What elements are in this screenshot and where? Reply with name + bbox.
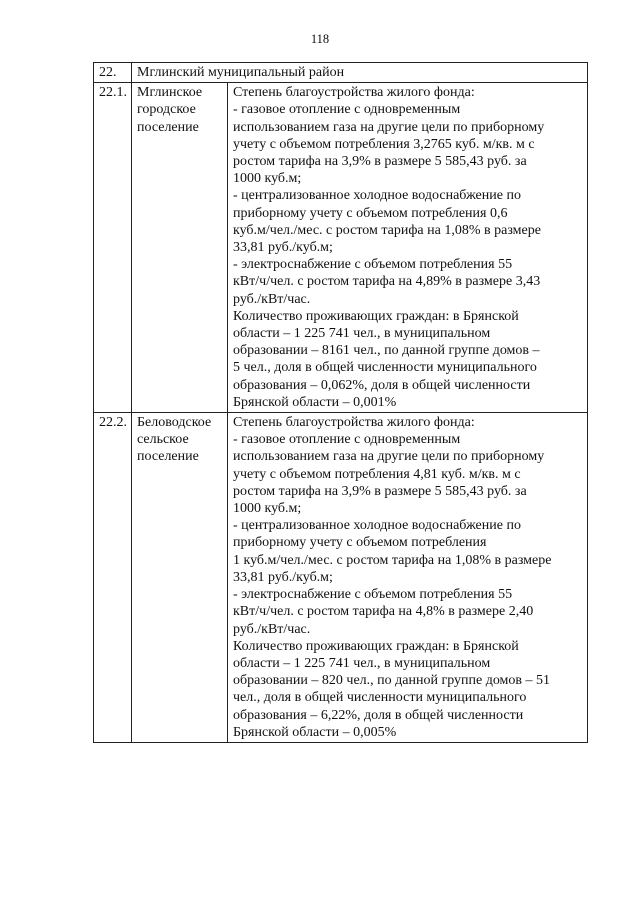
- text-line: 33,81 руб./куб.м;: [233, 240, 333, 256]
- text-line: - газовое отопление с одновременным: [233, 102, 461, 118]
- text-line: чел., доля в общей численности муниципального: [233, 690, 527, 706]
- text-line: поселение: [137, 119, 199, 135]
- text-line: - централизованное холодное водоснабжение по: [233, 518, 521, 534]
- text-line: - газовое отопление с одновременным: [233, 432, 461, 448]
- text-line: Мглинское: [137, 85, 203, 101]
- text-line: 1 куб.м/чел./мес. с ростом тарифа на 1,08% в размере: [233, 552, 552, 568]
- text-line: образования – 6,22%, доля в общей численности: [233, 707, 524, 723]
- text-line: использованием газа на другие цели по приборному: [233, 449, 545, 465]
- section-title: Мглинский муниципальный район: [132, 63, 588, 83]
- text-line: Беловодское: [137, 415, 212, 431]
- settlement-name-cell: [132, 413, 228, 743]
- text-line: образовании – 820 чел., по данной группе домов – 51: [233, 673, 551, 689]
- text-line: - централизованное холодное водоснабжение по: [233, 188, 521, 204]
- settlement-name-cell: [132, 83, 228, 413]
- description-cell: [228, 413, 588, 743]
- text-line: сельское: [137, 432, 189, 448]
- text-line: 5 чел., доля в общей численности муниципального: [233, 360, 537, 376]
- text-line: образования – 0,062%, доля в общей численности: [233, 377, 531, 393]
- section-number: 22.: [94, 63, 132, 83]
- text-line: кВт/ч/чел. с ростом тарифа на 4,8% в размере 2,40: [233, 604, 534, 620]
- text-line: ростом тарифа на 3,9% в размере 5 585,43 руб. за: [233, 483, 527, 499]
- document-table: [93, 62, 588, 743]
- description-cell: [228, 83, 588, 413]
- text-line: руб./кВт/час.: [233, 291, 311, 307]
- text-line: 1000 куб.м;: [233, 171, 302, 187]
- text-line: 1000 куб.м;: [233, 501, 302, 517]
- text-line: использованием газа на другие цели по приборному: [233, 119, 545, 135]
- text-line: руб./кВт/час.: [233, 621, 311, 637]
- row-number: 22.2.: [94, 413, 132, 743]
- text-line: Брянской области – 0,001%: [233, 394, 397, 410]
- text-line: приборному учету с объемом потребления: [233, 535, 487, 551]
- table-row: [94, 83, 588, 413]
- text-line: области – 1 225 741 чел., в муниципальном: [233, 326, 491, 342]
- text-line: - электроснабжение с объемом потребления 55: [233, 257, 513, 273]
- text-line: области – 1 225 741 чел., в муниципальном: [233, 655, 491, 671]
- text-line: приборному учету с объемом потребления 0,6: [233, 205, 508, 221]
- text-line: образовании – 8161 чел., по данной группе домов –: [233, 343, 540, 359]
- text-line: 33,81 руб./куб.м;: [233, 569, 333, 585]
- text-line: куб.м/чел./мес. с ростом тарифа на 1,08% в размере: [233, 222, 541, 238]
- page-number: 118: [310, 32, 330, 46]
- text-line: - электроснабжение с объемом потребления 55: [233, 587, 513, 603]
- text-line: Степень благоустройства жилого фонда:: [233, 415, 475, 431]
- text-line: Количество проживающих граждан: в Брянской: [233, 308, 519, 324]
- text-line: ростом тарифа на 3,9% в размере 5 585,43 руб. за: [233, 154, 527, 170]
- text-line: учету с объемом потребления 3,2765 куб. м/кв. м с: [233, 136, 535, 152]
- text-line: поселение: [137, 449, 199, 465]
- table-row: [94, 413, 588, 743]
- text-line: кВт/ч/чел. с ростом тарифа на 4,89% в размере 3,43: [233, 274, 541, 290]
- text-line: учету с объемом потребления 4,81 куб. м/кв. м с: [233, 466, 521, 482]
- text-line: Брянской области – 0,005%: [233, 724, 397, 740]
- text-line: Количество проживающих граждан: в Брянской: [233, 638, 519, 654]
- section-header-row: [94, 63, 588, 83]
- text-line: городское: [137, 102, 196, 118]
- row-number: 22.1.: [94, 83, 132, 413]
- text-line: Степень благоустройства жилого фонда:: [233, 85, 475, 101]
